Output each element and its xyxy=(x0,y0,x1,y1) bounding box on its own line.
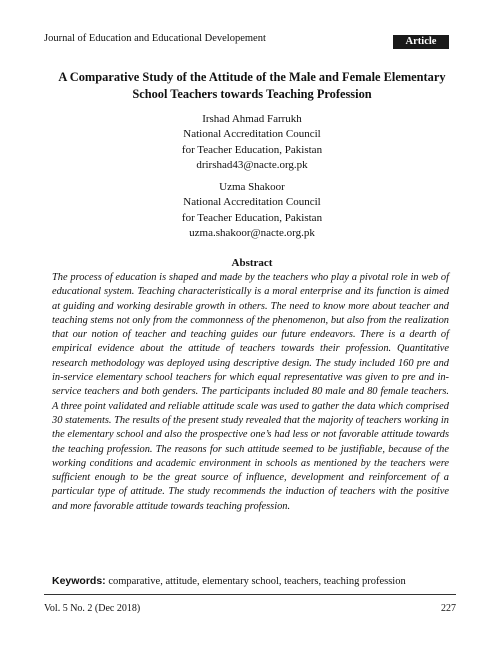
author-affiliation-line2: for Teacher Education, Pakistan xyxy=(181,211,323,224)
keywords-label: Keywords: xyxy=(52,575,106,587)
volume-issue: Vol. 5 No. 2 (Dec 2018) xyxy=(44,603,141,614)
abstract-text: The process of education is shaped and made by the teachers who play a pivotal role in web of educational system. Teaching characteristically is a moral enterprise and its function is aimed at guiding and working desirable growth in others. The need to know more about teacher and teaching stems not only from the commonness of the phenomenon, but also from the realization that our notion of teacher and teaching guides our future endeavors. There is a dearth of empirical evidence about the attitude of teachers towards their profession. Quantitative research methodology was deployed using descriptive design. The study included 160 pre and in-service elementary school teachers for which equal representative was given to pre and in-service teachers and both genders. The participants included 80 male and 80 female teachers. A three point validated and reliable attitude scale was used to gather the data which comprised 30 statements. The results of the present study revealed that the majority of teachers working in the elementary school and also the prospective one’s had less or not favorable attitude towards the teaching profession. The reasons for such attitude seemed to be justifiable, because of the working conditions and academic environment in schools as mentioned by the teachers were sufficient enough to be the great source of influence, development and reinforcement of a particular type of attitude. The study recommends the induction of teachers with the positive and more favorable attitude towards teaching profession. xyxy=(52,272,449,512)
footer-divider xyxy=(44,594,456,595)
journal-name: Journal of Education and Educational Developement xyxy=(44,33,266,44)
author-email: uzma.shakoor@nacte.org.pk xyxy=(189,226,315,239)
author-block-2 xyxy=(44,180,460,241)
paper-title: A Comparative Study of the Attitude of the Male and Female Elementary School Teachers towards Teaching Profession xyxy=(58,70,446,101)
keywords-line xyxy=(52,574,462,589)
article-type-badge: Article xyxy=(393,35,449,49)
page-number: 227 xyxy=(441,603,456,614)
author-email: drirshad43@nacte.org.pk xyxy=(196,158,308,171)
author-affiliation-line2: for Teacher Education, Pakistan xyxy=(181,143,323,156)
author-affiliation-line1: National Accreditation Council xyxy=(183,196,321,209)
keywords-text: comparative, attitude, elementary school, teachers, teaching profession xyxy=(108,576,406,587)
author-block-1 xyxy=(44,112,460,173)
author-name: Uzma Shakoor xyxy=(219,181,285,193)
author-name: Irshad Ahmad Farrukh xyxy=(202,113,302,125)
abstract-heading: Abstract xyxy=(231,257,273,269)
author-affiliation-line1: National Accreditation Council xyxy=(183,128,321,141)
